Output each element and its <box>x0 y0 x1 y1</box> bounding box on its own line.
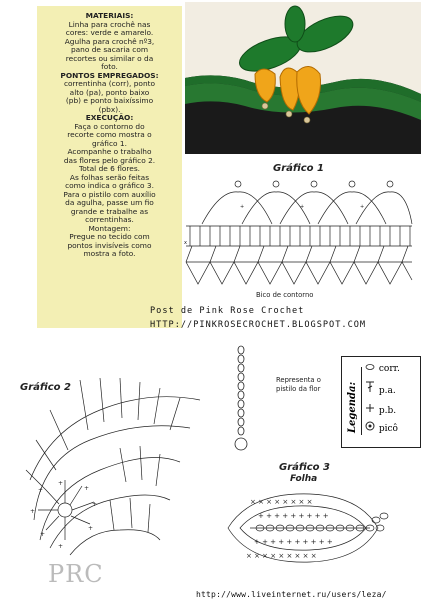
grafico1-title: Gráfico 1 <box>273 163 324 174</box>
grafico2-title: Gráfico 2 <box>20 382 71 393</box>
stitches-line: (pb) e ponto baixíssimo <box>65 96 154 105</box>
materials-line: cores: verde e amarelo. <box>65 28 154 37</box>
svg-text:+: + <box>92 501 98 508</box>
execution-line: correntinhas. <box>85 215 134 224</box>
legend-box <box>341 356 421 448</box>
materials-line: pano de sacaria com <box>70 45 149 54</box>
execution-line: Acompanhe o trabalho <box>67 147 152 156</box>
execution-line: Montagem: <box>88 223 131 233</box>
execution-line: da agulha, passe um fio <box>65 198 154 207</box>
svg-text:× × × × × × × × ×: × × × × × × × × × <box>246 552 317 560</box>
center-ring <box>58 503 72 517</box>
execution-title: EXECUÇÃO: <box>85 113 134 122</box>
legend-item-chain: corr. <box>364 363 400 374</box>
pistil-chain-diagram <box>233 344 249 454</box>
grafico2-diagram <box>10 370 215 570</box>
legend-title-cell <box>345 367 362 435</box>
svg-text:+: + <box>240 204 245 210</box>
materials-line: Linha para crochê nas <box>68 19 151 29</box>
grafico3-leaf-diagram <box>220 488 392 568</box>
materials-line: Agulha para crochê nº3, <box>64 36 155 46</box>
grafico3-subtitle: Folha <box>290 474 318 484</box>
svg-text:+: + <box>38 487 44 494</box>
prc-watermark: PRC <box>48 560 104 588</box>
svg-text:+: + <box>88 525 94 532</box>
finished-piece-photo <box>185 2 421 154</box>
stitches-line: correntinha (corr), ponto <box>63 79 156 88</box>
svg-text:× × × × × × × ×: × × × × × × × × <box>250 498 313 506</box>
svg-text:+ + + + + + + + + +: + + + + + + + + + + <box>254 538 333 546</box>
picot-icon <box>364 421 376 431</box>
pistil-label-line2: pistilo da flor <box>276 385 321 393</box>
svg-text:+: + <box>58 543 64 550</box>
materials-line: recortes ou similar o da <box>65 53 154 63</box>
execution-line: Total de 6 flores. <box>78 164 141 173</box>
execution-line: como indica o gráfico 3. <box>65 181 154 190</box>
execution-line: grande e trabalhe as <box>70 206 149 216</box>
treble-stitch-icon <box>364 381 376 393</box>
picot-row <box>235 181 393 187</box>
execution-line: As folhas serão feitas <box>69 172 150 182</box>
materials-title: MATERIAIS: <box>85 11 134 20</box>
execution-line: recorte como mostra o <box>67 130 152 139</box>
execution-line: mostra a foto. <box>83 249 136 258</box>
execution-line: gráfico 1. <box>92 138 127 148</box>
execution-line: pontos invisíveis como <box>67 240 152 250</box>
svg-text:+ + + + + + + + +: + + + + + + + + + <box>258 512 329 520</box>
svg-text:+: + <box>30 508 36 515</box>
svg-text:x: x <box>184 240 187 246</box>
chain-stitch-icon <box>364 363 376 371</box>
stitches-line: alto (pa), ponto baixo <box>69 87 150 97</box>
credit-line1: Post de Pink Rose Crochet <box>150 306 305 316</box>
materials-panel <box>37 6 182 328</box>
svg-text:+: + <box>58 480 64 487</box>
svg-text:+: + <box>84 485 90 492</box>
legend-item-treble: p.a. <box>364 381 396 396</box>
legend-item-single: p.b. <box>364 403 396 416</box>
footer-url: http://www.liveinternet.ru/users/leza/ <box>196 590 387 599</box>
svg-text:+: + <box>360 204 365 210</box>
execution-line: Para o pistilo com auxílio <box>63 189 156 199</box>
grafico1-diagram <box>180 172 415 294</box>
execution-line: Pregue no tecido com <box>69 232 150 241</box>
pistil-label <box>276 376 321 394</box>
svg-text:+: + <box>300 204 305 210</box>
execution-line: das flores pelo gráfico 2. <box>63 155 156 165</box>
credit-line2: HTTP://PINKROSECROCHET.BLOGSPOT.COM <box>150 320 367 330</box>
materials-line: foto. <box>101 62 118 71</box>
legend-item-picot: picô <box>364 421 398 434</box>
execution-line: Faça o contorno do <box>74 121 145 131</box>
single-crochet-icon <box>364 403 376 413</box>
stitches-line: (pbx). <box>98 104 121 114</box>
legend-title: Legenda: <box>347 381 358 433</box>
svg-text:+: + <box>40 531 46 538</box>
pistil-label-line1: Representa o <box>276 376 321 384</box>
grafico1-caption: Bico de contorno <box>256 291 314 299</box>
grafico3-title: Gráfico 3 <box>279 462 330 473</box>
stitches-title: PONTOS EMPREGADOS: <box>60 70 159 80</box>
